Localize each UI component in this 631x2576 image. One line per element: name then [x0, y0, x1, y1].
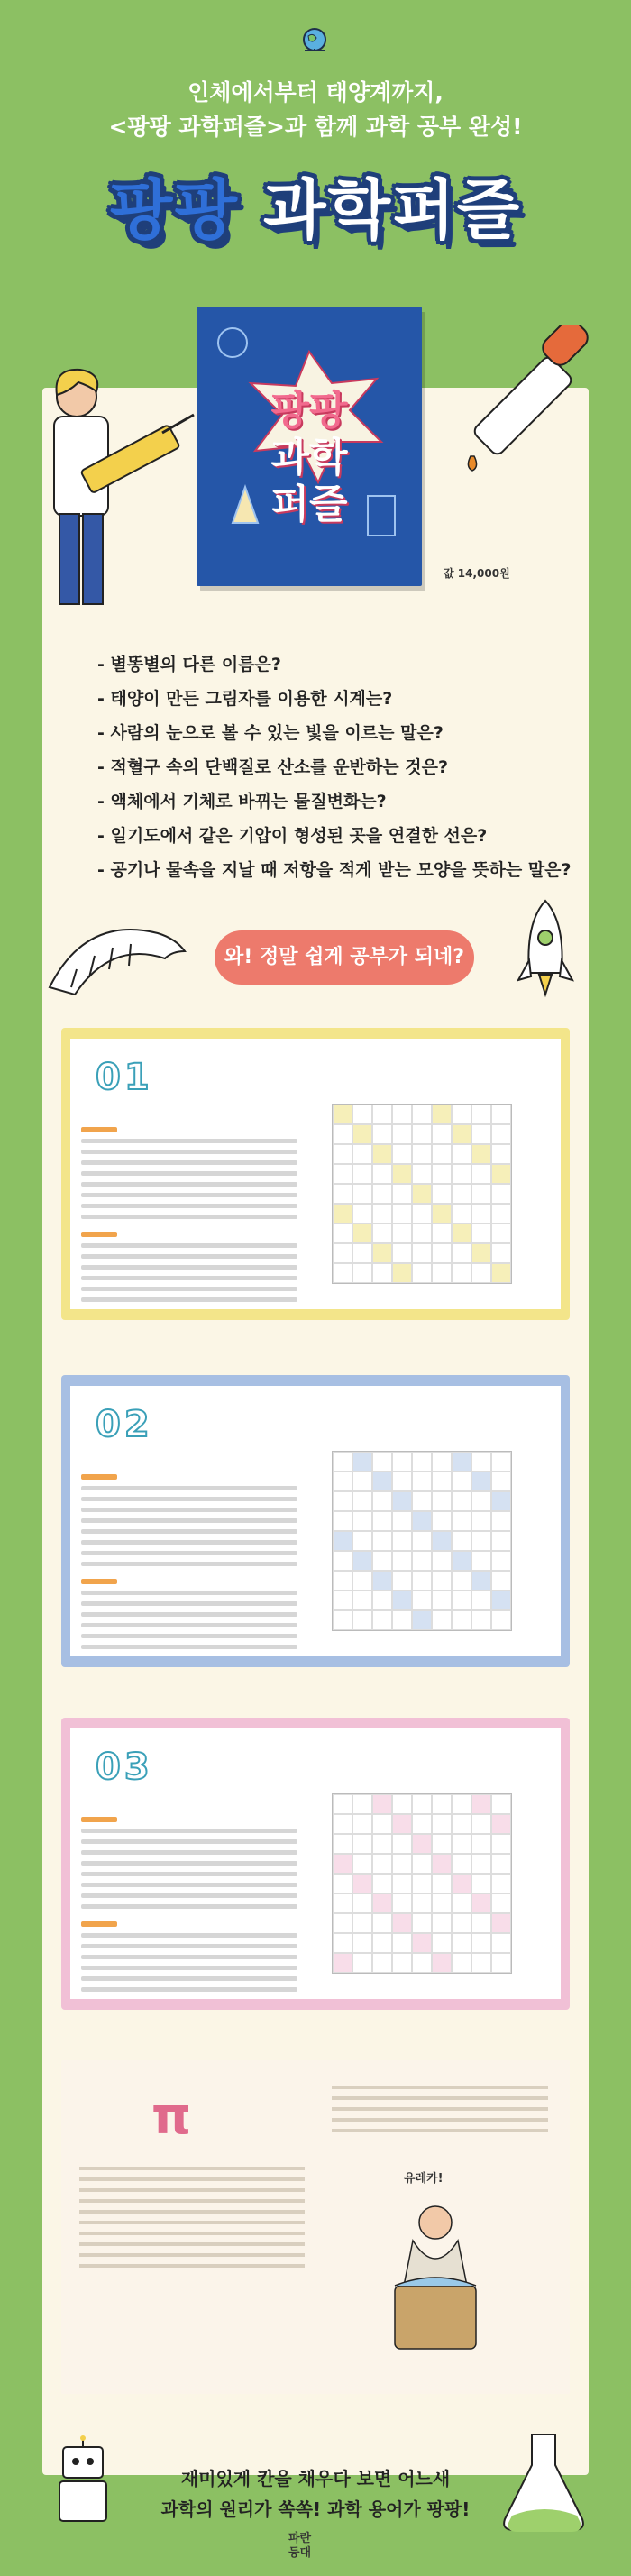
- grid-cell: [412, 1591, 432, 1610]
- grid-cell: [372, 1184, 392, 1204]
- grid-cell: [333, 1263, 352, 1283]
- grid-cell: [412, 1531, 432, 1551]
- grid-cell: [432, 1953, 452, 1973]
- grid-cell: [452, 1874, 471, 1893]
- grid-cell: [352, 1452, 372, 1471]
- rocket-icon: [514, 897, 577, 1005]
- grid-cell: [491, 1913, 511, 1933]
- grid-cell: [333, 1913, 352, 1933]
- grid-cell: [352, 1913, 372, 1933]
- grid-cell: [452, 1105, 471, 1124]
- grid-cell: [333, 1124, 352, 1144]
- puzzle-number: 02: [96, 1404, 153, 1445]
- grid-cell: [352, 1511, 372, 1531]
- grid-cell: [333, 1243, 352, 1263]
- grid-cell: [392, 1854, 412, 1874]
- grid-cell: [352, 1491, 372, 1511]
- grid-cell: [372, 1874, 392, 1893]
- cover-title-line-3: 퍼즐: [270, 481, 348, 527]
- grid-cell: [432, 1571, 452, 1591]
- grid-cell: [432, 1263, 452, 1283]
- spread-page: [70, 1039, 561, 1309]
- grid-cell: [372, 1124, 392, 1144]
- grid-cell: [352, 1224, 372, 1243]
- grid-cell: [452, 1953, 471, 1973]
- book-title-highlight: 팡팡: [109, 172, 239, 248]
- grid-cell: [392, 1491, 412, 1511]
- tagline: [0, 76, 631, 144]
- explanation-text-left: [79, 2159, 305, 2275]
- grid-cell: [452, 1913, 471, 1933]
- grid-cell: [392, 1893, 412, 1913]
- grid-cell: [471, 1551, 491, 1571]
- grid-cell: [432, 1224, 452, 1243]
- grid-cell: [412, 1105, 432, 1124]
- grid-cell: [491, 1953, 511, 1973]
- grid-cell: [352, 1933, 372, 1953]
- grid-cell: [491, 1874, 511, 1893]
- grid-cell: [352, 1471, 372, 1491]
- grid-cell: [491, 1511, 511, 1531]
- grid-cell: [333, 1571, 352, 1591]
- grid-cell: [412, 1551, 432, 1571]
- grid-cell: [412, 1491, 432, 1511]
- grid-cell: [491, 1243, 511, 1263]
- question-item: - 공기나 물속을 지날 때 저항을 적게 받는 모양을 뜻하는 말은?: [97, 860, 572, 880]
- grid-cell: [372, 1814, 392, 1834]
- speech-bubble: 와! 정말 쉽게 공부가 되네?: [215, 930, 474, 985]
- grid-cell: [432, 1913, 452, 1933]
- grid-cell: [491, 1854, 511, 1874]
- grid-cell: [491, 1551, 511, 1571]
- grid-cell: [491, 1105, 511, 1124]
- grid-cell: [452, 1224, 471, 1243]
- clue-list: [81, 1462, 297, 1655]
- grid-cell: [432, 1124, 452, 1144]
- grid-cell: [491, 1531, 511, 1551]
- crossword-grid: [332, 1451, 512, 1631]
- grid-cell: [333, 1452, 352, 1471]
- grid-cell: [432, 1531, 452, 1551]
- grid-cell: [372, 1953, 392, 1973]
- grid-cell: [491, 1204, 511, 1224]
- grid-cell: [452, 1834, 471, 1854]
- spread-page: [70, 1386, 561, 1656]
- grid-cell: [352, 1184, 372, 1204]
- puzzle-spread-2: [61, 1375, 570, 1667]
- grid-cell: [471, 1511, 491, 1531]
- grid-cell: [392, 1591, 412, 1610]
- grid-cell: [452, 1610, 471, 1630]
- book-title: [0, 158, 631, 252]
- grid-cell: [432, 1874, 452, 1893]
- question-item: - 액체에서 기체로 바뀌는 물질변화는?: [97, 792, 387, 811]
- grid-cell: [471, 1224, 491, 1243]
- grid-cell: [452, 1144, 471, 1164]
- grid-cell: [471, 1184, 491, 1204]
- grid-cell: [352, 1164, 372, 1184]
- grid-cell: [333, 1834, 352, 1854]
- grid-cell: [452, 1511, 471, 1531]
- grid-cell: [372, 1913, 392, 1933]
- grid-cell: [372, 1144, 392, 1164]
- grid-cell: [352, 1794, 372, 1814]
- grid-cell: [452, 1204, 471, 1224]
- grid-cell: [432, 1814, 452, 1834]
- grid-cell: [491, 1164, 511, 1184]
- question-item: - 일기도에서 같은 기압이 형성된 곳을 연결한 선은?: [97, 826, 488, 846]
- grid-cell: [372, 1243, 392, 1263]
- tagline-line-2: <팡팡 과학퍼즐>과 함께 과학 공부 완성!: [108, 114, 523, 140]
- grid-cell: [452, 1551, 471, 1571]
- cover-title-line-1: 팡팡: [270, 388, 348, 434]
- closing-line-2: 과학의 원리가 쏙쏙! 과학 용어가 팡팡!: [160, 2498, 471, 2520]
- grid-cell: [392, 1834, 412, 1854]
- publisher-logo: [288, 2532, 311, 2561]
- grid-cell: [333, 1591, 352, 1610]
- grid-cell: [392, 1610, 412, 1630]
- grid-cell: [471, 1893, 491, 1913]
- pi-symbol: π: [151, 2087, 192, 2146]
- grid-cell: [452, 1491, 471, 1511]
- grid-cell: [412, 1184, 432, 1204]
- grid-cell: [471, 1834, 491, 1854]
- grid-cell: [392, 1571, 412, 1591]
- clue-list: [81, 1114, 297, 1308]
- grid-cell: [471, 1610, 491, 1630]
- grid-cell: [372, 1933, 392, 1953]
- closing-line-1: 재미있게 칸을 채우다 보면 어느새: [180, 2468, 451, 2489]
- grid-cell: [372, 1204, 392, 1224]
- grid-cell: [333, 1224, 352, 1243]
- grid-cell: [491, 1610, 511, 1630]
- grid-cell: [452, 1452, 471, 1471]
- scientist-with-syringe-illustration: [27, 361, 198, 631]
- grid-cell: [452, 1243, 471, 1263]
- grid-cell: [491, 1144, 511, 1164]
- grid-cell: [432, 1591, 452, 1610]
- grid-cell: [333, 1144, 352, 1164]
- grid-cell: [352, 1834, 372, 1854]
- dinosaur-skeleton-illustration: [41, 906, 194, 1010]
- grid-cell: [372, 1491, 392, 1511]
- question-item: - 태양이 만든 그림자를 이용한 시계는?: [97, 689, 393, 709]
- grid-cell: [412, 1243, 432, 1263]
- grid-cell: [372, 1511, 392, 1531]
- grid-cell: [471, 1794, 491, 1814]
- grid-cell: [352, 1144, 372, 1164]
- grid-cell: [471, 1953, 491, 1973]
- grid-cell: [432, 1204, 452, 1224]
- grid-cell: [333, 1794, 352, 1814]
- publisher-line-1: 파란: [288, 2532, 312, 2545]
- grid-cell: [452, 1124, 471, 1144]
- grid-cell: [432, 1243, 452, 1263]
- grid-cell: [352, 1243, 372, 1263]
- grid-cell: [333, 1551, 352, 1571]
- grid-cell: [432, 1551, 452, 1571]
- grid-cell: [392, 1105, 412, 1124]
- question-item: - 별똥별의 다른 이름은?: [97, 655, 281, 674]
- grid-cell: [491, 1834, 511, 1854]
- grid-cell: [412, 1511, 432, 1531]
- grid-cell: [471, 1164, 491, 1184]
- grid-cell: [452, 1471, 471, 1491]
- question-list: [97, 647, 602, 887]
- grid-cell: [412, 1471, 432, 1491]
- grid-cell: [412, 1913, 432, 1933]
- grid-cell: [392, 1953, 412, 1973]
- grid-cell: [471, 1933, 491, 1953]
- grid-cell: [412, 1610, 432, 1630]
- grid-cell: [471, 1263, 491, 1283]
- grid-cell: [352, 1814, 372, 1834]
- grid-cell: [372, 1794, 392, 1814]
- grid-cell: [471, 1591, 491, 1610]
- grid-cell: [392, 1471, 412, 1491]
- grid-cell: [412, 1814, 432, 1834]
- grid-cell: [471, 1452, 491, 1471]
- tagline-line-1: 인체에서부터 태양계까지,: [187, 79, 444, 105]
- grid-cell: [432, 1164, 452, 1184]
- grid-cell: [491, 1184, 511, 1204]
- grid-cell: [392, 1511, 412, 1531]
- grid-cell: [412, 1953, 432, 1973]
- grid-cell: [412, 1874, 432, 1893]
- grid-cell: [333, 1511, 352, 1531]
- grid-cell: [352, 1854, 372, 1874]
- grid-cell: [333, 1953, 352, 1973]
- grid-cell: [471, 1874, 491, 1893]
- grid-cell: [432, 1471, 452, 1491]
- grid-cell: [372, 1893, 392, 1913]
- grid-cell: [452, 1591, 471, 1610]
- grid-cell: [372, 1591, 392, 1610]
- grid-cell: [452, 1933, 471, 1953]
- grid-cell: [333, 1854, 352, 1874]
- grid-cell: [392, 1794, 412, 1814]
- grid-cell: [471, 1105, 491, 1124]
- puzzle-spread-3: [61, 1718, 570, 2010]
- grid-cell: [333, 1874, 352, 1893]
- grid-cell: [471, 1471, 491, 1491]
- question-item: - 사람의 눈으로 볼 수 있는 빛을 이르는 말은?: [97, 723, 444, 743]
- grid-cell: [491, 1224, 511, 1243]
- puzzle-number: 01: [96, 1057, 153, 1098]
- grid-cell: [392, 1243, 412, 1263]
- grid-cell: [412, 1854, 432, 1874]
- grid-cell: [432, 1105, 452, 1124]
- grid-cell: [412, 1834, 432, 1854]
- grid-cell: [432, 1854, 452, 1874]
- grid-cell: [333, 1105, 352, 1124]
- crossword-grid: [332, 1104, 512, 1284]
- grid-cell: [372, 1471, 392, 1491]
- grid-cell: [372, 1531, 392, 1551]
- globe-icon: [297, 25, 332, 60]
- grid-cell: [372, 1551, 392, 1571]
- grid-cell: [392, 1452, 412, 1471]
- grid-cell: [392, 1184, 412, 1204]
- grid-cell: [452, 1164, 471, 1184]
- grid-cell: [432, 1144, 452, 1164]
- grid-cell: [372, 1834, 392, 1854]
- grid-cell: [432, 1491, 452, 1511]
- grid-cell: [352, 1874, 372, 1893]
- grid-cell: [412, 1224, 432, 1243]
- cover-title-line-2: 과학: [270, 435, 348, 481]
- grid-cell: [452, 1854, 471, 1874]
- grid-cell: [392, 1224, 412, 1243]
- grid-cell: [432, 1893, 452, 1913]
- grid-cell: [352, 1551, 372, 1571]
- grid-cell: [491, 1471, 511, 1491]
- dropper-icon: [451, 325, 613, 478]
- grid-cell: [412, 1571, 432, 1591]
- grid-cell: [432, 1184, 452, 1204]
- grid-cell: [352, 1610, 372, 1630]
- grid-cell: [412, 1794, 432, 1814]
- grid-cell: [392, 1814, 412, 1834]
- grid-cell: [471, 1144, 491, 1164]
- grid-cell: [452, 1531, 471, 1551]
- grid-cell: [491, 1591, 511, 1610]
- book-cover: [197, 307, 422, 586]
- grid-cell: [392, 1263, 412, 1283]
- grid-cell: [471, 1531, 491, 1551]
- crossword-grid: [332, 1793, 512, 1974]
- grid-cell: [491, 1452, 511, 1471]
- grid-cell: [372, 1164, 392, 1184]
- grid-cell: [491, 1571, 511, 1591]
- grid-cell: [412, 1124, 432, 1144]
- grid-cell: [412, 1452, 432, 1471]
- grid-cell: [352, 1953, 372, 1973]
- explanation-text-right: [332, 2078, 548, 2140]
- grid-cell: [372, 1452, 392, 1471]
- grid-cell: [352, 1571, 372, 1591]
- grid-cell: [333, 1610, 352, 1630]
- grid-cell: [491, 1263, 511, 1283]
- grid-cell: [392, 1913, 412, 1933]
- grid-cell: [452, 1263, 471, 1283]
- grid-cell: [372, 1263, 392, 1283]
- closing-message: [0, 2463, 631, 2525]
- grid-cell: [432, 1933, 452, 1953]
- grid-cell: [333, 1204, 352, 1224]
- grid-cell: [452, 1794, 471, 1814]
- grid-cell: [392, 1531, 412, 1551]
- grid-cell: [333, 1471, 352, 1491]
- puzzle-spread-1: [61, 1028, 570, 1320]
- grid-cell: [352, 1263, 372, 1283]
- grid-cell: [491, 1893, 511, 1913]
- grid-cell: [372, 1224, 392, 1243]
- grid-cell: [432, 1452, 452, 1471]
- spread-page: [70, 1728, 561, 1999]
- grid-cell: [372, 1571, 392, 1591]
- book-title-rest: 과학퍼즐: [262, 172, 522, 248]
- grid-cell: [432, 1610, 452, 1630]
- grid-cell: [471, 1491, 491, 1511]
- grid-cell: [471, 1913, 491, 1933]
- grid-cell: [452, 1571, 471, 1591]
- grid-cell: [392, 1204, 412, 1224]
- grid-cell: [352, 1105, 372, 1124]
- grid-cell: [392, 1933, 412, 1953]
- grid-cell: [471, 1854, 491, 1874]
- clue-list: [81, 1804, 297, 1998]
- cover-title: [197, 388, 422, 528]
- grid-cell: [352, 1531, 372, 1551]
- grid-cell: [392, 1124, 412, 1144]
- grid-cell: [491, 1933, 511, 1953]
- grid-cell: [491, 1491, 511, 1511]
- grid-cell: [471, 1243, 491, 1263]
- grid-cell: [333, 1814, 352, 1834]
- grid-cell: [471, 1571, 491, 1591]
- grid-cell: [491, 1794, 511, 1814]
- grid-cell: [333, 1933, 352, 1953]
- grid-cell: [352, 1893, 372, 1913]
- grid-cell: [412, 1144, 432, 1164]
- grid-cell: [452, 1893, 471, 1913]
- grid-cell: [372, 1105, 392, 1124]
- grid-cell: [372, 1854, 392, 1874]
- grid-cell: [333, 1164, 352, 1184]
- explanation-spread: [61, 2060, 570, 2394]
- grid-cell: [333, 1893, 352, 1913]
- grid-cell: [491, 1814, 511, 1834]
- grid-cell: [432, 1834, 452, 1854]
- grid-cell: [412, 1933, 432, 1953]
- grid-cell: [452, 1184, 471, 1204]
- grid-cell: [392, 1551, 412, 1571]
- grid-cell: [372, 1610, 392, 1630]
- grid-cell: [333, 1184, 352, 1204]
- grid-cell: [392, 1874, 412, 1893]
- grid-cell: [432, 1511, 452, 1531]
- grid-cell: [471, 1124, 491, 1144]
- grid-cell: [392, 1144, 412, 1164]
- grid-cell: [352, 1124, 372, 1144]
- puzzle-number: 03: [96, 1746, 153, 1788]
- grid-cell: [452, 1814, 471, 1834]
- grid-cell: [491, 1124, 511, 1144]
- grid-cell: [471, 1814, 491, 1834]
- grid-cell: [412, 1263, 432, 1283]
- grid-cell: [432, 1794, 452, 1814]
- grid-cell: [412, 1893, 432, 1913]
- grid-cell: [352, 1591, 372, 1610]
- price-label: 값 14,000원: [444, 567, 510, 580]
- grid-cell: [412, 1164, 432, 1184]
- grid-cell: [333, 1531, 352, 1551]
- grid-cell: [392, 1164, 412, 1184]
- exclamation-text: 유레카!: [404, 2172, 444, 2186]
- grid-cell: [333, 1491, 352, 1511]
- question-item: - 적혈구 속의 단백질로 산소를 운반하는 것은?: [97, 757, 448, 777]
- grid-cell: [412, 1204, 432, 1224]
- grid-cell: [471, 1204, 491, 1224]
- archimedes-bath-illustration: [368, 2186, 503, 2367]
- grid-cell: [352, 1204, 372, 1224]
- publisher-line-2: 등대: [288, 2546, 312, 2560]
